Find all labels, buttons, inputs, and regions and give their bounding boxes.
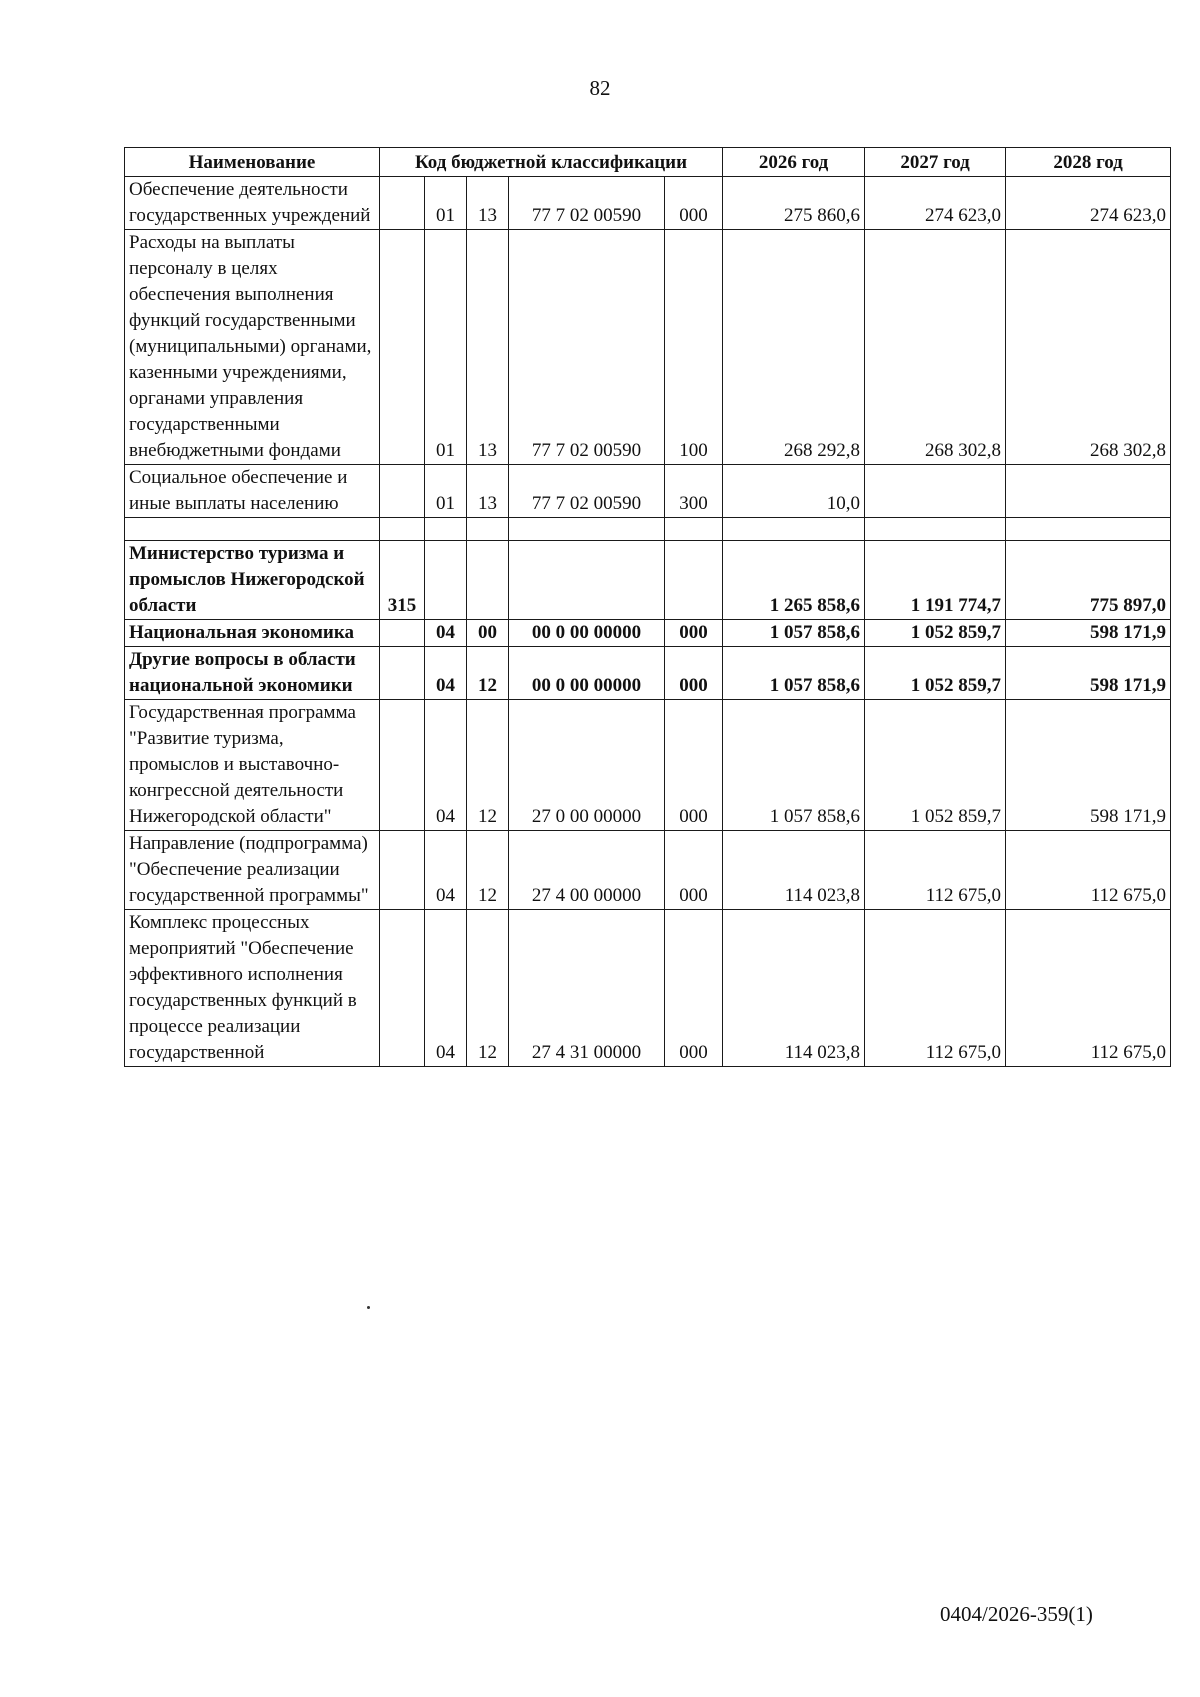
cell-2027: 1 052 859,7 xyxy=(865,700,1006,831)
header-2028: 2028 год xyxy=(1006,148,1171,177)
cell-2027: 1 052 859,7 xyxy=(865,620,1006,647)
cell-name: Расходы на выплаты персоналу в целях обеспечения выполнения функций государственными (муниципальными) органами, казенными учреждениями, органами управления государственными внебюджетными фондами xyxy=(125,230,380,465)
cell-expense-type: 000 xyxy=(665,620,723,647)
cell-2026 xyxy=(723,518,865,541)
cell-2026: 1 057 858,6 xyxy=(723,620,865,647)
cell-ministry-code: 315 xyxy=(380,541,425,620)
cell-ministry-code xyxy=(380,518,425,541)
cell-target-article: 77 7 02 00590 xyxy=(509,230,665,465)
table-row xyxy=(125,647,1171,700)
header-code: Код бюджетной классификации xyxy=(380,148,723,177)
table-row xyxy=(125,541,1171,620)
table-row xyxy=(125,465,1171,518)
cell-section: 04 xyxy=(425,910,467,1067)
header-name: Наименование xyxy=(125,148,380,177)
table-body xyxy=(125,177,1171,1067)
table-row xyxy=(125,177,1171,230)
cell-target-article: 27 4 31 00000 xyxy=(509,910,665,1067)
cell-expense-type: 300 xyxy=(665,465,723,518)
cell-2028 xyxy=(1006,518,1171,541)
cell-section: 04 xyxy=(425,647,467,700)
page-number: 82 xyxy=(589,76,611,100)
cell-2028: 598 171,9 xyxy=(1006,620,1171,647)
cell-subsection: 12 xyxy=(467,700,509,831)
cell-2027: 1 191 774,7 xyxy=(865,541,1006,620)
cell-2027: 1 052 859,7 xyxy=(865,647,1006,700)
table-row xyxy=(125,230,1171,465)
cell-2028: 775 897,0 xyxy=(1006,541,1171,620)
cell-name: Министерство туризма и промыслов Нижегородской области xyxy=(125,541,380,620)
cell-target-article: 00 0 00 00000 xyxy=(509,647,665,700)
header-2026: 2026 год xyxy=(723,148,865,177)
cell-name: Государственная программа "Развитие туризма, промыслов и выставочно-конгрессной деятельности Нижегородской области" xyxy=(125,700,380,831)
cell-2028: 268 302,8 xyxy=(1006,230,1171,465)
cell-subsection xyxy=(467,541,509,620)
table-row xyxy=(125,620,1171,647)
cell-section: 04 xyxy=(425,831,467,910)
cell-ministry-code xyxy=(380,230,425,465)
cell-name: Комплекс процессных мероприятий "Обеспечение эффективного исполнения государственных функций в процессе реализации государственной xyxy=(125,910,380,1067)
cell-subsection: 13 xyxy=(467,465,509,518)
cell-ministry-code xyxy=(380,620,425,647)
cell-2027 xyxy=(865,465,1006,518)
cell-target-article xyxy=(509,518,665,541)
cell-2028: 598 171,9 xyxy=(1006,647,1171,700)
cell-2028: 112 675,0 xyxy=(1006,910,1171,1067)
cell-target-article: 00 0 00 00000 xyxy=(509,620,665,647)
cell-subsection: 13 xyxy=(467,230,509,465)
cell-name: Другие вопросы в области национальной экономики xyxy=(125,647,380,700)
cell-target-article: 77 7 02 00590 xyxy=(509,177,665,230)
cell-section: 04 xyxy=(425,700,467,831)
cell-2026: 114 023,8 xyxy=(723,831,865,910)
cell-section: 01 xyxy=(425,177,467,230)
cell-section xyxy=(425,541,467,620)
cell-expense-type: 000 xyxy=(665,910,723,1067)
cell-2028 xyxy=(1006,465,1171,518)
cell-ministry-code xyxy=(380,177,425,230)
cell-target-article: 27 0 00 00000 xyxy=(509,700,665,831)
cell-2026: 275 860,6 xyxy=(723,177,865,230)
cell-target-article: 27 4 00 00000 xyxy=(509,831,665,910)
cell-2028: 112 675,0 xyxy=(1006,831,1171,910)
cell-2028: 274 623,0 xyxy=(1006,177,1171,230)
cell-subsection xyxy=(467,518,509,541)
cell-name: Национальная экономика xyxy=(125,620,380,647)
cell-2026: 268 292,8 xyxy=(723,230,865,465)
cell-ministry-code xyxy=(380,831,425,910)
cell-expense-type: 000 xyxy=(665,700,723,831)
cell-section xyxy=(425,518,467,541)
cell-subsection: 12 xyxy=(467,910,509,1067)
cell-expense-type xyxy=(665,541,723,620)
cell-name: Социальное обеспечение и иные выплаты населению xyxy=(125,465,380,518)
cell-2026: 1 265 858,6 xyxy=(723,541,865,620)
table-row xyxy=(125,910,1171,1067)
cell-2027: 268 302,8 xyxy=(865,230,1006,465)
cell-2027: 274 623,0 xyxy=(865,177,1006,230)
budget-table xyxy=(124,147,1171,1067)
scan-speck xyxy=(367,1306,370,1309)
cell-2028: 598 171,9 xyxy=(1006,700,1171,831)
table-row xyxy=(125,831,1171,910)
cell-section: 04 xyxy=(425,620,467,647)
cell-subsection: 12 xyxy=(467,647,509,700)
cell-expense-type: 000 xyxy=(665,177,723,230)
cell-2026: 10,0 xyxy=(723,465,865,518)
table-spacer-row xyxy=(125,518,1171,541)
cell-expense-type: 100 xyxy=(665,230,723,465)
cell-subsection: 12 xyxy=(467,831,509,910)
cell-target-article: 77 7 02 00590 xyxy=(509,465,665,518)
cell-subsection: 00 xyxy=(467,620,509,647)
cell-name: Обеспечение деятельности государственных учреждений xyxy=(125,177,380,230)
cell-2027: 112 675,0 xyxy=(865,831,1006,910)
cell-2027 xyxy=(865,518,1006,541)
cell-ministry-code xyxy=(380,700,425,831)
cell-expense-type: 000 xyxy=(665,647,723,700)
cell-ministry-code xyxy=(380,910,425,1067)
cell-2027: 112 675,0 xyxy=(865,910,1006,1067)
cell-target-article xyxy=(509,541,665,620)
cell-ministry-code xyxy=(380,465,425,518)
cell-ministry-code xyxy=(380,647,425,700)
document-code: 0404/2026-359(1) xyxy=(940,1602,1093,1626)
cell-expense-type xyxy=(665,518,723,541)
cell-2026: 114 023,8 xyxy=(723,910,865,1067)
cell-name xyxy=(125,518,380,541)
table-header-row xyxy=(125,148,1171,177)
cell-2026: 1 057 858,6 xyxy=(723,647,865,700)
cell-section: 01 xyxy=(425,230,467,465)
header-2027: 2027 год xyxy=(865,148,1006,177)
table-row xyxy=(125,700,1171,831)
cell-subsection: 13 xyxy=(467,177,509,230)
cell-section: 01 xyxy=(425,465,467,518)
cell-2026: 1 057 858,6 xyxy=(723,700,865,831)
cell-expense-type: 000 xyxy=(665,831,723,910)
cell-name: Направление (подпрограмма) "Обеспечение реализации государственной программы" xyxy=(125,831,380,910)
